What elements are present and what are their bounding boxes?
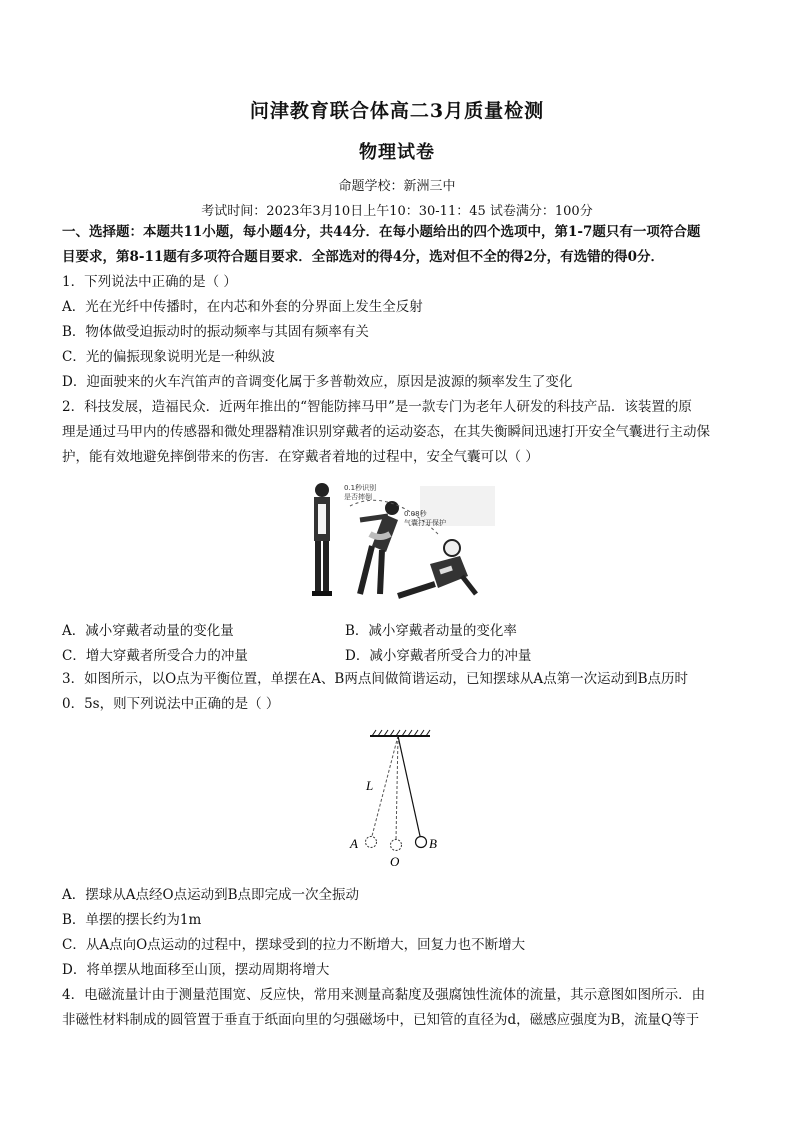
- pendulum-label-b: B: [429, 836, 437, 851]
- bob-o-icon: [391, 840, 402, 851]
- figure-label-detect-b: 是否摔倒: [344, 493, 372, 501]
- q2-option-c: C．增大穿戴者所受合力的冲量: [62, 648, 248, 664]
- pendulum-label-o: O: [390, 854, 400, 869]
- q2-stem-line2: 理是通过马甲内的传感器和微处理器精准识别穿戴者的运动姿态，在其失衡瞬间迅速打开安全气囊进行主动保: [62, 424, 710, 440]
- q3-option-d: D．将单摆从地面移至山顶，摆动周期将增大: [62, 962, 330, 978]
- q3-option-a: A．摆球从A点经O点运动到B点即完成一次全振动: [62, 887, 359, 903]
- exam-title: 问津教育联合体高二3月质量检测: [249, 100, 545, 122]
- pendulum-label-l: L: [366, 778, 374, 793]
- q3-stem-line2: 0．5s，则下列说法中正确的是（ ）: [62, 696, 280, 712]
- section-instructions-line2: 目要求，第8-11题有多项符合题目要求．全部选对的得4分，选对但不全的得2分，有选错的得0分．: [62, 249, 664, 265]
- exam-school: 命题学校：新洲三中: [338, 179, 456, 194]
- q1-stem: 1．下列说法中正确的是（ ）: [62, 274, 237, 290]
- q2-option-b: B．减小穿戴者动量的变化率: [345, 623, 517, 639]
- q1-option-a: A．光在光纤中传播时，在内芯和外套的分界面上发生全反射: [62, 299, 423, 315]
- q1-option-b: B．物体做受迫振动时的振动频率与其固有频率有关: [62, 324, 369, 340]
- q2-option-a: A．减小穿戴者动量的变化量: [62, 623, 234, 639]
- figure-label-detect: 0.1秒识别: [344, 484, 377, 492]
- q2-option-d: D．减小穿戴者所受合力的冲量: [345, 648, 532, 664]
- exam-subtitle: 物理试卷: [359, 142, 435, 163]
- section-instructions-line1: 一、选择题：本题共11小题，每小题4分，共44分．在每小题给出的四个选项中，第1-7题只有一项符合题: [62, 224, 701, 240]
- bob-b-icon: [416, 837, 427, 848]
- q1-option-c: C．光的偏振现象说明光是一种纵波: [62, 349, 275, 365]
- q4-stem-line2: 非磁性材料制成的圆管置于垂直于纸面向里的匀强磁场中，已知管的直径为d，磁感应强度为B，流量Q等于: [62, 1012, 700, 1028]
- airbag-vest-figure: [300, 476, 500, 606]
- q4-stem-line1: 4．电磁流量计由于测量范围宽、反应快，常用来测量高黏度及强腐蚀性流体的流量，其示意图如图所示．由: [62, 987, 706, 1003]
- q3-option-b: B．单摆的摆长约为1m: [62, 912, 202, 928]
- pendulum-label-a: A: [350, 836, 358, 851]
- figure-label-airbag-b: 气囊打开保护: [404, 519, 446, 527]
- figure-label-airbag: 0.08秒: [404, 510, 427, 518]
- q3-stem-line1: 3．如图所示，以O点为平衡位置，单摆在A、B两点间做简谐运动，已知摆球从A点第一次运动到B点历时: [62, 671, 688, 687]
- q3-option-c: C．从A点向O点运动的过程中，摆球受到的拉力不断增大，回复力也不断增大: [62, 937, 526, 953]
- q1-option-d: D．迎面驶来的火车汽笛声的音调变化属于多普勒效应，原因是波源的频率发生了变化: [62, 374, 573, 390]
- exam-info: 考试时间：2023年3月10日上午10：30-11：45 试卷满分：100分: [201, 204, 593, 219]
- q2-stem-line3: 护，能有效地避免摔倒带来的伤害．在穿戴者着地的过程中，安全气囊可以（ ）: [62, 449, 539, 465]
- bob-a-icon: [366, 837, 377, 848]
- pendulum-figure: [330, 724, 460, 874]
- q2-stem-line1: 2．科技发展，造福民众．近两年推出的“智能防摔马甲”是一款专门为老年人研发的科技产品．该装置的原: [62, 399, 692, 415]
